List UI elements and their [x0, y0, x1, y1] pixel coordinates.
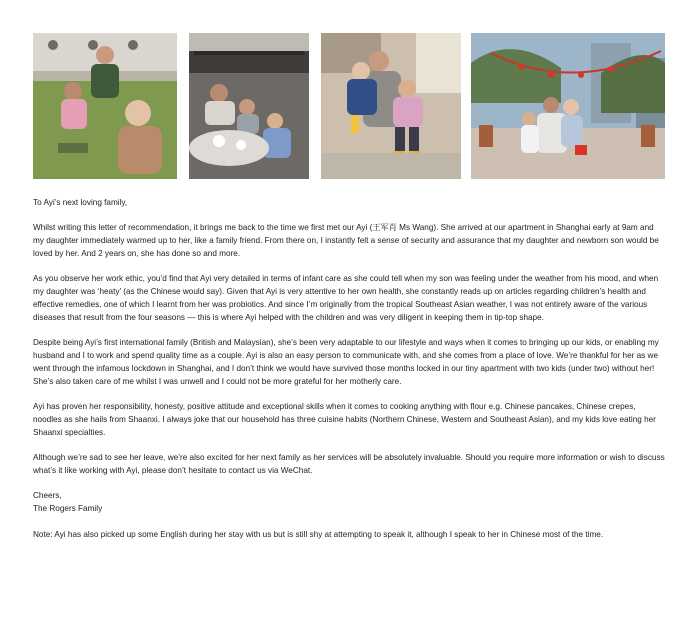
- letter-paragraph-adaptability: Despite being Ayi’s first international family (British and Malaysian), she’s been very adaptable to our lifestyle and ways when it comes to bringing up our kids, or enabling my husband and I to work and spend quality time as a couple. Ayi is also an easy person to communicate with, and she comes from a place of love. We’re thankful for her as we went through the infamous lockdown in Shanghai, and I don’t think we would have survived those months locked in our tiny apartment with two kids (under two) without her! She’s also taken care of me whilst I was unwell and I could not be more grateful for her motherly care.: [33, 338, 659, 386]
- letter-paragraph-intro: Whilst writing this letter of recommendation, it brings me back to the time we first met our Ayi (王军肖 Ms Wang). She arrived at our apartment in Shanghai early at 9am and my daughter immediately warmed up to her, like a family friend. From there on, I instantly felt a sense of security and assurance that my daughter and newborn son would be loved by her. And 2 years on, she has done so and more.: [33, 223, 659, 258]
- letter-paragraph-work-ethic: As you observe her work ethic, you’d find that Ayi very detailed in terms of infant care as she could tell when my son was feeling under the weather from his mood, and when my daughter was ‘heaty’ (as the Chinese would say). Given that Ayi is very attentive to her own health, she constantly reads up on articles regarding children’s health and effective remedies, one of which I learnt from her was probiotics. And since I’m originally from the tropical Southeast Asian weather, I was not entirely aware of the various diseases that result from the four seasons — this is where Ayi helped with the children and was very diligent in keeping them in tip-top shape.: [33, 274, 659, 322]
- letter-paragraph-farewell: Although we’re sad to see her leave, we’re also excited for her next family as her services will be absolutely invaluable. Should you require more information or wish to discuss what’s it like working with Ayi, please don’t hesitate to contact us via WeChat.: [33, 453, 665, 475]
- photo-nanny-children-lawn: [33, 33, 177, 179]
- recommendation-letter: [33, 196, 665, 553]
- photo-family-red-lanterns: [471, 33, 665, 179]
- letter-paragraph-skills: Ayi has proven her responsibility, honesty, positive attitude and exceptional skills when it comes to cooking anything with flour e.g. Chinese pancakes, Chinese crepes, noodles as she hails from Shaanxi. I always joke that our household has three cuisine habits (Northern Chinese, Western and Southeast Asian), and my kids love eating her Shaanxi specialties.: [33, 402, 656, 437]
- letter-signature: The Rogers Family: [33, 504, 103, 513]
- letter-note: Note: Ayi has also picked up some English during her stay with us but is still shy at attempting to speak it, although I speak to her in Chinese most of the time.: [33, 530, 604, 539]
- photo-strip: [33, 33, 665, 179]
- letter-salutation: To Ayi’s next loving family,: [33, 198, 128, 207]
- photo-nanny-children-indoors: [321, 33, 461, 179]
- letter-closing: Cheers,: [33, 491, 62, 500]
- photo-restaurant-table: [189, 33, 309, 179]
